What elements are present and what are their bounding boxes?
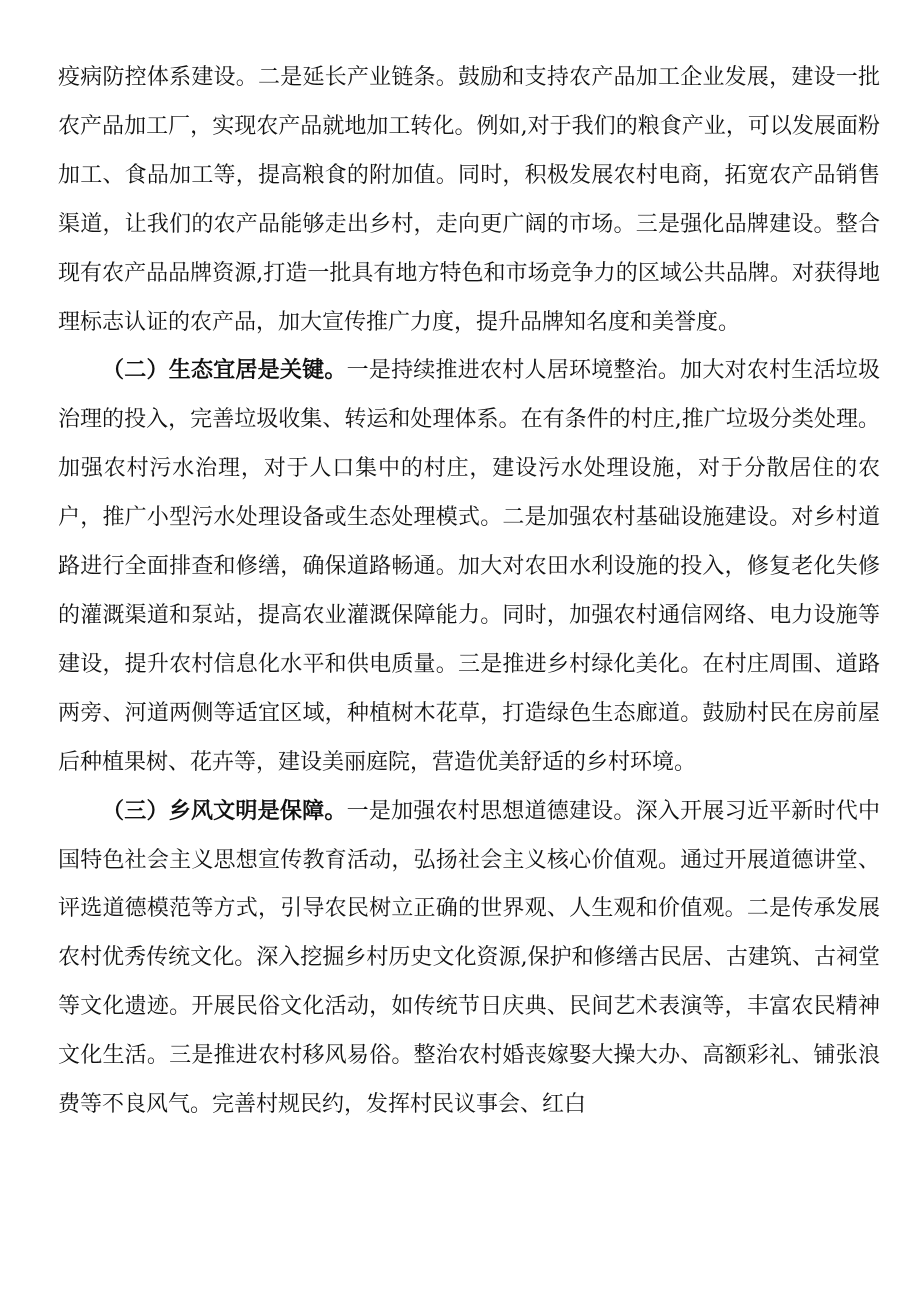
section-heading-3: （三）乡风文明是保障。 <box>102 798 347 824</box>
paragraph-continuation <box>58 54 880 347</box>
paragraph-text: 疫病防控体系建设。二是延长产业链条。鼓励和支持农产品加工企业发展，建设一批农产品加工厂，实现农产品就地加工转化。例如,对于我们的粮食产业，可以发展面粉加工、食品加工等，提高粮食的附加值。同时，积极发展农村电商，拓宽农产品销售渠道，让我们的农产品能够走出乡村，走向更广阔的市场。三是强化品牌建设。整合现有农产品品牌资源,打造一批具有地方特色和市场竞争力的区域公共品牌。对获得地理标志认证的农产品，加大宣传推广力度，提升品牌知名度和美誉度。 <box>58 65 880 335</box>
paragraph-rural-civility <box>58 788 880 1130</box>
paragraph-text: 一是持续推进农村人居环境整治。加大对农村生活垃圾治理的投入，完善垃圾收集、转运和处理体系。在有条件的村庄,推广垃圾分类处理。加强农村污水治理，对于人口集中的村庄，建设污水处理设施，对于分散居住的农户，推广小型污水处理设备或生态处理模式。二是加强农村基础设施建设。对乡村道路进行全面排查和修缮，确保道路畅通。加大对农田水利设施的投入，修复老化失修的灌溉渠道和泵站，提高农业灌溉保障能力。同时，加强农村通信网络、电力设施等建设，提升农村信息化水平和供电质量。三是推进乡村绿化美化。在村庄周围、道路两旁、河道两侧等适宜区域，种植树木花草，打造绿色生态廊道。鼓励村民在房前屋后种植果树、花卉等，建设美丽庭院，营造优美舒适的乡村环境。 <box>58 358 880 775</box>
paragraph-text: 一是加强农村思想道德建设。深入开展习近平新时代中国特色社会主义思想宣传教育活动，弘扬社会主义核心价值观。通过开展道德讲堂、评选道德模范等方式，引导农民树立正确的世界观、人生观和价值观。二是传承发展农村优秀传统文化。深入挖掘乡村历史文化资源,保护和修缮古民居、古建筑、古祠堂等文化遗迹。开展民俗文化活动，如传统节日庆典、民间艺术表演等，丰富农民精神文化生活。三是推进农村移风易俗。整治农村婚丧嫁娶大操大办、高额彩礼、铺张浪费等不良风气。完善村规民约，发挥村民议事会、红白 <box>58 798 880 1118</box>
section-heading-2: （二）生态宜居是关键。 <box>102 358 347 384</box>
paragraph-ecological-livability <box>58 347 880 787</box>
document-body <box>58 54 880 1130</box>
